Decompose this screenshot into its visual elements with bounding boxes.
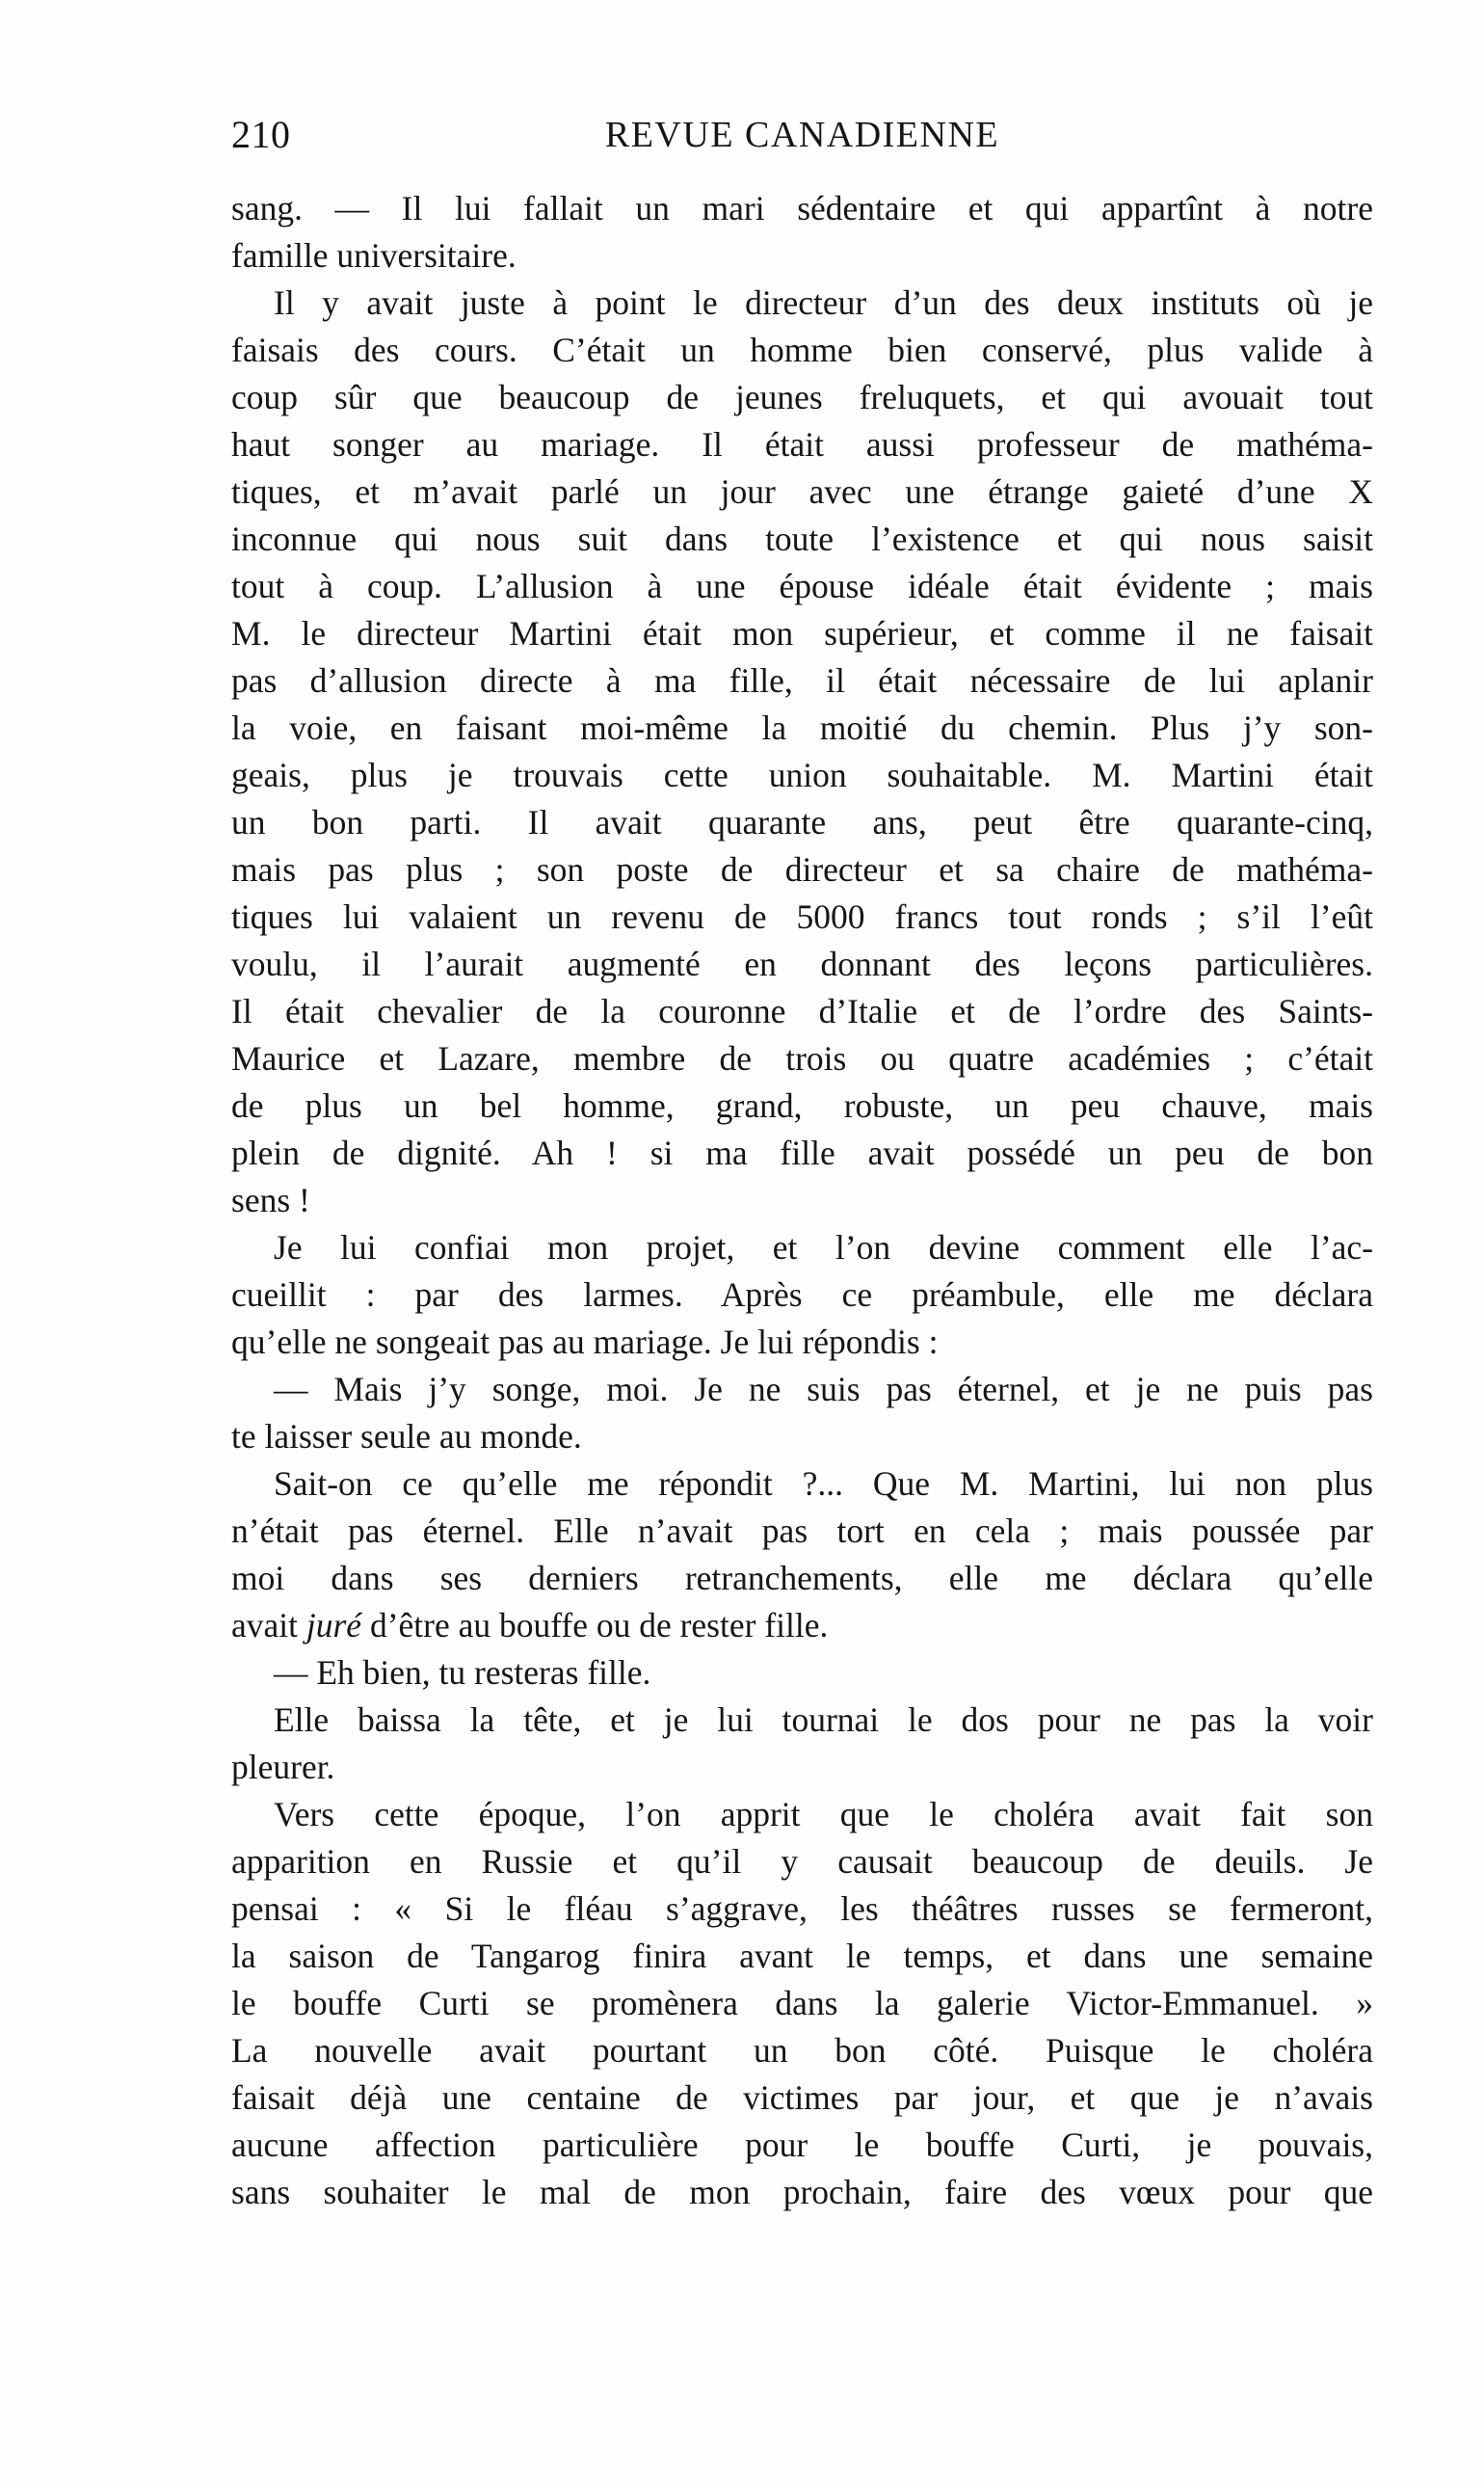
text-line: haut songer au mariage. Il était aussi professeur de mathéma- — [231, 425, 1373, 464]
text-line: le bouffe Curti se promènera dans la galerie Victor-Emmanuel. » — [231, 1984, 1373, 2022]
text-line: faisait déjà une centaine de victimes par jour, et que je n’avais — [231, 2078, 1373, 2117]
text-line: tiques lui valaient un revenu de 5000 francs tout ronds ; s’il l’eût — [231, 897, 1373, 936]
text-line: Il y avait juste à point le directeur d’un des deux instituts où je — [274, 283, 1373, 322]
page-header — [231, 108, 1373, 162]
text-line: Je lui confiai mon projet, et l’on devine comment elle l’ac- — [274, 1228, 1373, 1267]
text-line — [231, 1602, 1373, 1649]
text-line: apparition en Russie et qu’il y causait beaucoup de deuils. Je — [231, 1842, 1373, 1881]
text-line: mais pas plus ; son poste de directeur et sa chaire de mathéma- — [231, 850, 1373, 889]
text-line: cueillit : par des larmes. Après ce préambule, elle me déclara — [231, 1275, 1373, 1314]
text-line: plein de dignité. Ah ! si ma fille avait possédé un peu de bon — [231, 1134, 1373, 1172]
text-line: sans souhaiter le mal de mon prochain, faire des vœux pour que — [231, 2173, 1373, 2211]
text-line: — Mais j’y songe, moi. Je ne suis pas éternel, et je ne puis pas — [274, 1370, 1373, 1408]
text-line: de plus un bel homme, grand, robuste, un peu chauve, mais — [231, 1086, 1373, 1125]
text-line: La nouvelle avait pourtant un bon côté. Puisque le choléra — [231, 2031, 1373, 2070]
running-head: REVUE CANADIENNE — [604, 115, 1000, 155]
text-line: Sait-on ce qu’elle me répondit ?... Que M. Martini, lui non plus — [274, 1464, 1373, 1503]
text-line: pas d’allusion directe à ma fille, il était nécessaire de lui aplanir — [231, 661, 1373, 700]
text-line: te laisser seule au monde. — [231, 1417, 582, 1456]
text-line: pleurer. — [231, 1748, 335, 1786]
text-line: la saison de Tangarog finira avant le temps, et dans une semaine — [231, 1937, 1373, 1975]
text-line: pensai : « Si le fléau s’aggrave, les théâtres russes se fermeront, — [231, 1889, 1373, 1928]
text-line: Il était chevalier de la couronne d’Italie et de l’ordre des Saints- — [231, 992, 1373, 1030]
italic-word: juré — [305, 1606, 362, 1645]
text-line: Vers cette époque, l’on apprit que le choléra avait fait son — [274, 1795, 1373, 1833]
page-number: 210 — [231, 113, 291, 156]
text-line: tout à coup. L’allusion à une épouse idéale était évidente ; mais — [231, 567, 1373, 605]
text-segment: d’être au bouffe ou de rester fille. — [361, 1606, 829, 1645]
text-line: sang. — Il lui fallait un mari sédentaire et qui appartînt à notre — [231, 189, 1373, 227]
text-line: — Eh bien, tu resteras fille. — [274, 1653, 651, 1692]
text-line: M. le directeur Martini était mon supérieur, et comme il ne faisait — [231, 614, 1373, 653]
text-line: moi dans ses derniers retranchements, elle me déclara qu’elle — [231, 1559, 1373, 1597]
text-line: Elle baissa la tête, et je lui tournai le dos pour ne pas la voir — [274, 1700, 1373, 1739]
text-line: sens ! — [231, 1181, 310, 1219]
text-line: famille universitaire. — [231, 236, 517, 275]
text-line: tiques, et m’avait parlé un jour avec une étrange gaieté d’une X — [231, 472, 1373, 511]
text-segment: avait — [231, 1606, 298, 1645]
text-line: coup sûr que beaucoup de jeunes freluquets, et qui avouait tout — [231, 378, 1373, 416]
text-line: la voie, en faisant moi-même la moitié du chemin. Plus j’y son- — [231, 709, 1373, 747]
text-line: faisais des cours. C’était un homme bien conservé, plus valide à — [231, 331, 1373, 369]
text-line: aucune affection particulière pour le bouffe Curti, je pouvais, — [231, 2126, 1373, 2164]
text-line: geais, plus je trouvais cette union souhaitable. M. Martini était — [231, 756, 1373, 794]
text-line: qu’elle ne songeait pas au mariage. Je lui répondis : — [231, 1323, 939, 1361]
text-line: n’était pas éternel. Elle n’avait pas tort en cela ; mais poussée par — [231, 1511, 1373, 1550]
body-text — [231, 185, 1373, 2216]
text-line: un bon parti. Il avait quarante ans, peut être quarante-cinq, — [231, 803, 1373, 842]
text-line: voulu, il l’aurait augmenté en donnant des leçons particulières. — [231, 945, 1373, 983]
text-line: Maurice et Lazare, membre de trois ou quatre académies ; c’était — [231, 1039, 1373, 1078]
text-line: inconnue qui nous suit dans toute l’existence et qui nous saisit — [231, 520, 1373, 558]
